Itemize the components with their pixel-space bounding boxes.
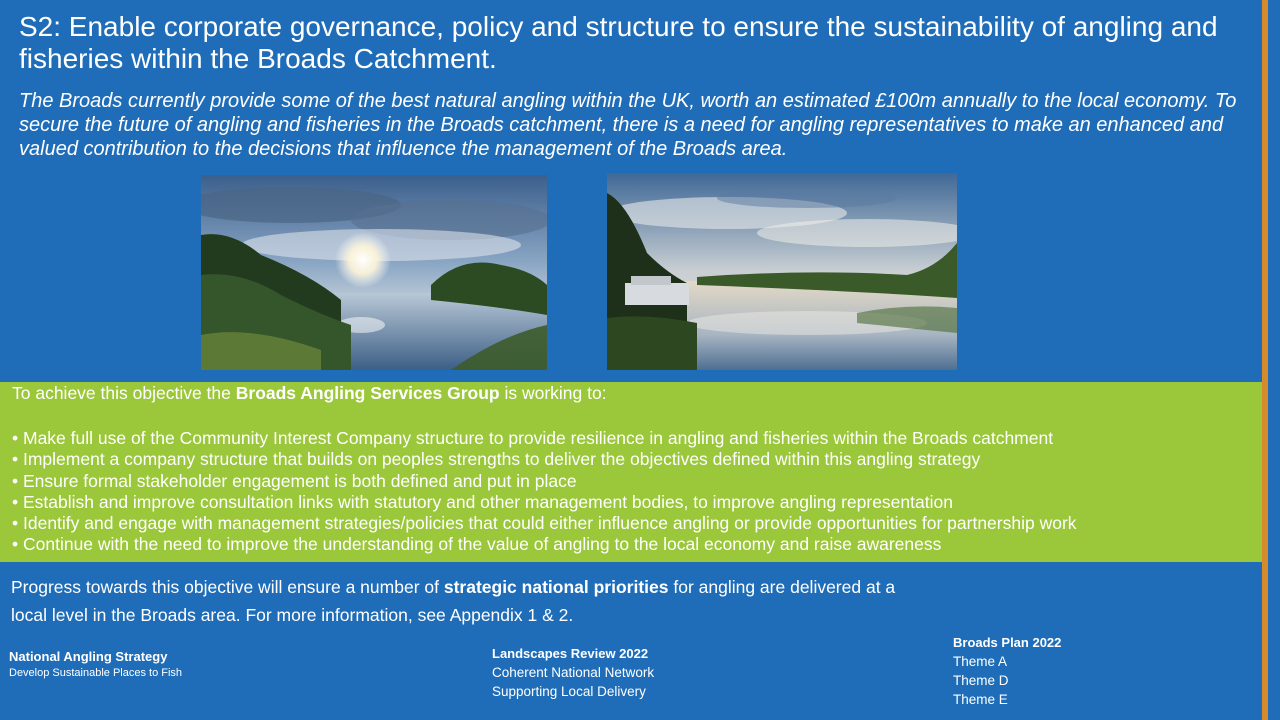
footer-landscapes-heading: Landscapes Review 2022 (492, 646, 649, 661)
footer-broads-line: Theme E (953, 692, 1008, 707)
footer-landscapes-review (492, 645, 654, 701)
objective-bullet: • Identify and engage with management strategies/policies that could either influence angling or provide opportunities for partnership work (12, 513, 1077, 534)
footer-broads-plan (953, 634, 1061, 709)
footer-broads-line: Theme D (953, 673, 1009, 688)
objective-bullet: • Implement a company structure that builds on peoples strengths to deliver the objectives defined within this angling strategy (12, 449, 981, 470)
objective-bullet: • Establish and improve consultation links with statutory and other management bodies, to improve angling representation (12, 491, 953, 512)
objective-lead-bold: Broads Angling Services Group (235, 383, 500, 403)
footer-broads-line: Theme A (953, 654, 1008, 669)
footer-broads-heading: Broads Plan 2022 (953, 635, 1062, 650)
objective-bullet: • Continue with the need to improve the understanding of the value of angling to the local economy and raise awareness (12, 534, 942, 555)
objective-lead-before: To achieve this objective the (12, 383, 236, 403)
objective-lead-after: is working to: (499, 383, 607, 403)
progress-before: Progress towards this objective will ensure a number of (11, 577, 444, 597)
footer-national-strategy (9, 648, 182, 680)
footer-landscapes-line: Coherent National Network (492, 665, 655, 680)
river-photo-left (201, 175, 547, 370)
slide-title: S2: Enable corporate governance, policy and structure to ensure the sustainability of angling and fisheries within the Broads Catchment. (19, 11, 1218, 74)
progress-after: for angling are delivered at a local level in the Broads area. For more information, see Appendix 1 & 2. (11, 577, 896, 625)
objective-bullet: • Ensure formal stakeholder engagement is both defined and put in place (12, 470, 577, 491)
intro-paragraph: The Broads currently provide some of the best natural angling within the UK, worth an estimated £100m annually to the local economy. To secure the future of angling and fisheries in the Broads catchment, there is a need for angling representatives to make an enhanced and valued contribution to the decisions that influence the management of the Broads area. (19, 90, 1237, 160)
footer-national-line: Develop Sustainable Places to Fish (9, 667, 183, 679)
progress-paragraph (11, 573, 911, 629)
objective-bullet: • Make full use of the Community Interest Company structure to provide resilience in angling and fisheries within the Broads catchment (12, 428, 1054, 448)
footer-landscapes-line: Supporting Local Delivery (492, 684, 646, 699)
objective-lead (12, 383, 607, 403)
river-photo-right (607, 173, 957, 370)
footer-national-heading: National Angling Strategy (9, 649, 168, 664)
progress-bold: strategic national priorities (443, 577, 669, 597)
accent-bar (1262, 0, 1268, 720)
objective-bullet-list (12, 428, 1077, 556)
